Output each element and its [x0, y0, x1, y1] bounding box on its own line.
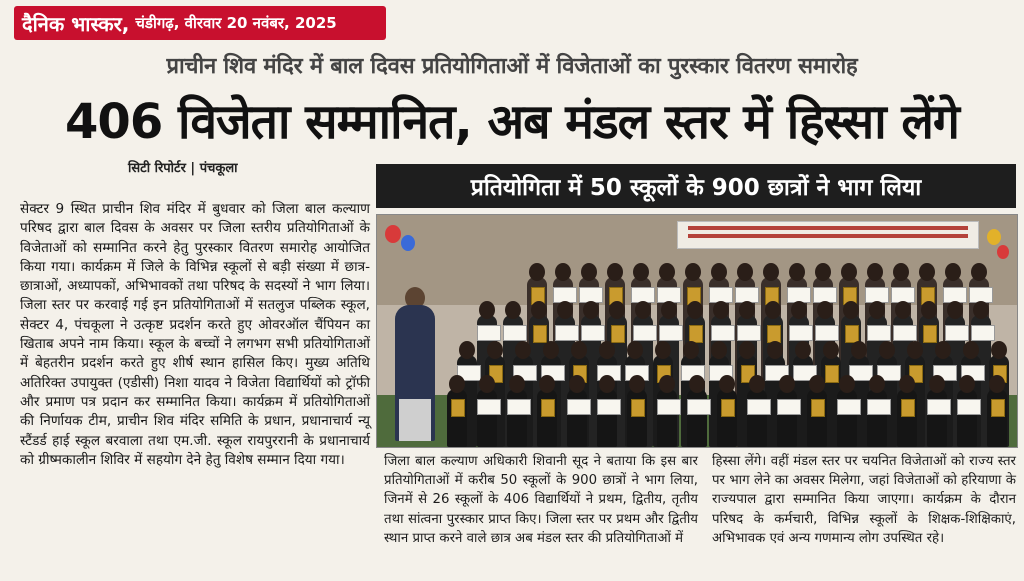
certificate — [927, 399, 951, 415]
certificate — [777, 399, 801, 415]
student-head — [869, 375, 885, 393]
student-head — [809, 375, 825, 393]
student-head — [737, 263, 753, 281]
student-head — [899, 375, 915, 393]
student-head — [635, 301, 651, 319]
student-head — [921, 301, 937, 319]
student-head — [851, 341, 867, 359]
certificate — [507, 399, 531, 415]
student-head — [509, 375, 525, 393]
student-head — [843, 301, 859, 319]
article-byline: सिटी रिपोर्टर | पंचकूला — [128, 161, 238, 176]
student-head — [683, 341, 699, 359]
article-body-left: सेक्टर 9 स्थित प्राचीन शिव मंदिर में बुधवार को जिला बाल कल्याण परिषद द्वारा बाल दिवस के अवसर पर जिला स्तरीय प्रतियोगिताओं के विजेताओं को सम्मानित करने हेतु पुरस्कार वितरण समारोह आयोजित किया गया। कार्यक्रम में जिले के विभिन्न स्कूलों से बड़ी संख्या में छात्र-छात्राओं, अध्यापकों, अभिभावकों तथा परिषद के सदस्यों ने भाग लिया। जिला स्तर पर करवाई गई इन प्रतियोगिताओं में सतलुज पब्लिक स्कूल, सेक्टर 4, पंचकूला ने उत्कृष्ट प्रदर्शन करते हुए ओवरऑल चैंपियन का खिताब अपने नाम किया। स्कूल के बच्चों ने लगभग सभी प्रतियोगिताओं में बेहतरीन प्रदर्शन करते हुए शीर्ष स्थान हासिल किए। मुख्य अतिथि अतिरिक्त उपायुक्त (एडीसी) निशा यादव ने विजेता विद्यार्थियों को ट्रॉफी और प्रमाण पत्र प्रदान कर सम्मानित किया। कार्यक्रम में प्रतियोगिताओं की निर्णायक टीम, प्राचीन शिव मंदिर समिति के प्रधान, प्रधानाचार्य न्यू स्टैंडर्ड हाई स्कूल बरवाला तथा एम.जी. स्कूल रायपुररानी के प्रधानाचार्य को ग्रीष्मकालीन शिविर में सहयोग देने हेतु विशेष सम्मान दिया गया। — [20, 201, 370, 468]
student-figure — [447, 389, 467, 447]
student-figure — [807, 389, 827, 447]
student-head — [895, 301, 911, 319]
student-figure — [927, 389, 947, 447]
trophy — [721, 399, 735, 417]
student-head — [661, 301, 677, 319]
student-head — [989, 375, 1005, 393]
student-head — [449, 375, 465, 393]
student-figure — [837, 389, 857, 447]
student-head — [817, 301, 833, 319]
student-head — [599, 375, 615, 393]
balloon-decoration — [401, 235, 415, 251]
student-figure — [567, 389, 587, 447]
student-figure — [627, 389, 647, 447]
balloon-decoration — [385, 225, 401, 243]
student-head — [633, 263, 649, 281]
newspaper-brand: दैनिक भास्कर, — [22, 11, 130, 36]
student-head — [823, 341, 839, 359]
certificate — [659, 325, 683, 341]
certificate — [789, 325, 813, 341]
student-head — [655, 341, 671, 359]
student-head — [789, 263, 805, 281]
student-head — [935, 341, 951, 359]
student-figure — [867, 389, 887, 447]
trophy — [825, 365, 839, 383]
student-head — [739, 301, 755, 319]
student-head — [907, 341, 923, 359]
student-head — [629, 375, 645, 393]
masthead — [14, 6, 386, 40]
student-head — [599, 341, 615, 359]
dateline: चंडीगढ़, वीरवार 20 नवंबर, 2025 — [135, 14, 337, 32]
balloon-decoration — [987, 229, 1001, 245]
article-kicker: प्राचीन शिव मंदिर में बाल दिवस प्रतियोगिताओं में विजेताओं का पुरस्कार वितरण समारोह — [166, 54, 858, 79]
certificate — [581, 325, 605, 341]
student-head — [487, 341, 503, 359]
certificate — [971, 325, 995, 341]
student-head — [531, 301, 547, 319]
trophy — [991, 399, 1005, 417]
student-head — [739, 341, 755, 359]
student-head — [867, 263, 883, 281]
student-head — [779, 375, 795, 393]
certificate — [555, 325, 579, 341]
student-head — [971, 263, 987, 281]
student-head — [543, 341, 559, 359]
student-head — [791, 301, 807, 319]
article-body-middle: जिला बाल कल्याण अधिकारी शिवानी सूद ने बताया कि इस बार प्रतियोगिताओं में करीब 50 स्कूलों के 900 छात्रों ने भाग लिया, जिनमें से 26 स्कूलों के 406 विद्यार्थियों ने प्रथम, द्वितीय, तृतीय तथा सांत्वना पुरस्कार प्राप्त किए। जिला स्तर पर प्रथम और द्वितीय स्थान प्राप्त करने वाले छात्र अब मंडल स्तर की प्रतियोगिताओं में — [384, 454, 698, 546]
certificate — [711, 325, 735, 341]
student-figure — [657, 389, 677, 447]
student-head — [583, 301, 599, 319]
article-subhead: प्रतियोगिता में 50 स्कूलों के 900 छात्रों ने भाग लिया — [376, 164, 1016, 208]
certificate — [477, 325, 501, 341]
student-head — [713, 301, 729, 319]
student-head — [627, 341, 643, 359]
student-figure — [717, 389, 737, 447]
student-head — [749, 375, 765, 393]
student-head — [659, 263, 675, 281]
student-head — [719, 375, 735, 393]
photo-stage-banner — [677, 221, 979, 249]
student-head — [815, 263, 831, 281]
student-figure — [897, 389, 917, 447]
student-head — [959, 375, 975, 393]
student-head — [479, 375, 495, 393]
student-figure — [747, 389, 767, 447]
chief-guest-legs — [399, 399, 431, 441]
certificate — [957, 399, 981, 415]
balloon-decoration — [997, 245, 1009, 259]
trophy — [901, 399, 915, 417]
certificate — [815, 325, 839, 341]
student-head — [945, 263, 961, 281]
student-head — [515, 341, 531, 359]
student-head — [711, 341, 727, 359]
student-head — [571, 341, 587, 359]
trophy — [631, 399, 645, 417]
student-head — [795, 341, 811, 359]
trophy — [811, 399, 825, 417]
student-head — [767, 341, 783, 359]
student-head — [765, 301, 781, 319]
certificate — [867, 399, 891, 415]
student-head — [689, 375, 705, 393]
student-head — [607, 263, 623, 281]
student-figure — [987, 389, 1007, 447]
student-head — [929, 375, 945, 393]
trophy — [533, 325, 547, 343]
certificate — [837, 399, 861, 415]
certificate — [945, 325, 969, 341]
student-head — [659, 375, 675, 393]
certificate — [503, 325, 527, 341]
student-head — [479, 301, 495, 319]
student-figure — [957, 389, 977, 447]
event-photo — [376, 214, 1018, 448]
student-head — [973, 301, 989, 319]
certificate — [657, 399, 681, 415]
student-figure — [597, 389, 617, 447]
certificate — [747, 399, 771, 415]
certificate — [633, 325, 657, 341]
student-head — [893, 263, 909, 281]
student-head — [841, 263, 857, 281]
student-head — [963, 341, 979, 359]
student-head — [869, 301, 885, 319]
student-head — [459, 341, 475, 359]
student-head — [569, 375, 585, 393]
trophy — [541, 399, 555, 417]
student-figure — [777, 389, 797, 447]
student-head — [879, 341, 895, 359]
student-head — [711, 263, 727, 281]
student-head — [947, 301, 963, 319]
certificate — [893, 325, 917, 341]
trophy — [451, 399, 465, 417]
trophy — [611, 325, 625, 343]
trophy — [923, 325, 937, 343]
student-head — [609, 301, 625, 319]
student-figure — [477, 389, 497, 447]
article-body-right: हिस्सा लेंगे। वहीं मंडल स्तर पर चयनित विजेताओं को राज्य स्तर पर भाग लेने का अवसर मिलेगा, जहां विजेताओं को हरियाणा के राज्यपाल द्वारा सम्मानित किया जाएगा। कार्यक्रम के दौरान परिषद के कर्मचारी, विभिन्न स्कूलों के शिक्षक-शिक्षिकाएं, अभिभावक एवं अन्य गणमान्य लोग उपस्थित रहे। — [712, 454, 1016, 546]
student-head — [685, 263, 701, 281]
certificate — [687, 399, 711, 415]
certificate — [477, 399, 501, 415]
student-head — [581, 263, 597, 281]
student-head — [529, 263, 545, 281]
certificate — [737, 325, 761, 341]
student-figure — [537, 389, 557, 447]
student-head — [763, 263, 779, 281]
student-head — [839, 375, 855, 393]
student-head — [687, 301, 703, 319]
article-headline: 406 विजेता सम्मानित, अब मंडल स्तर में हिस्सा लेंगे — [65, 94, 959, 150]
student-head — [505, 301, 521, 319]
certificate — [867, 325, 891, 341]
student-head — [919, 263, 935, 281]
student-head — [991, 341, 1007, 359]
certificate — [567, 399, 591, 415]
student-figure — [507, 389, 527, 447]
student-head — [555, 263, 571, 281]
student-figure — [687, 389, 707, 447]
student-head — [539, 375, 555, 393]
certificate — [597, 399, 621, 415]
student-head — [557, 301, 573, 319]
